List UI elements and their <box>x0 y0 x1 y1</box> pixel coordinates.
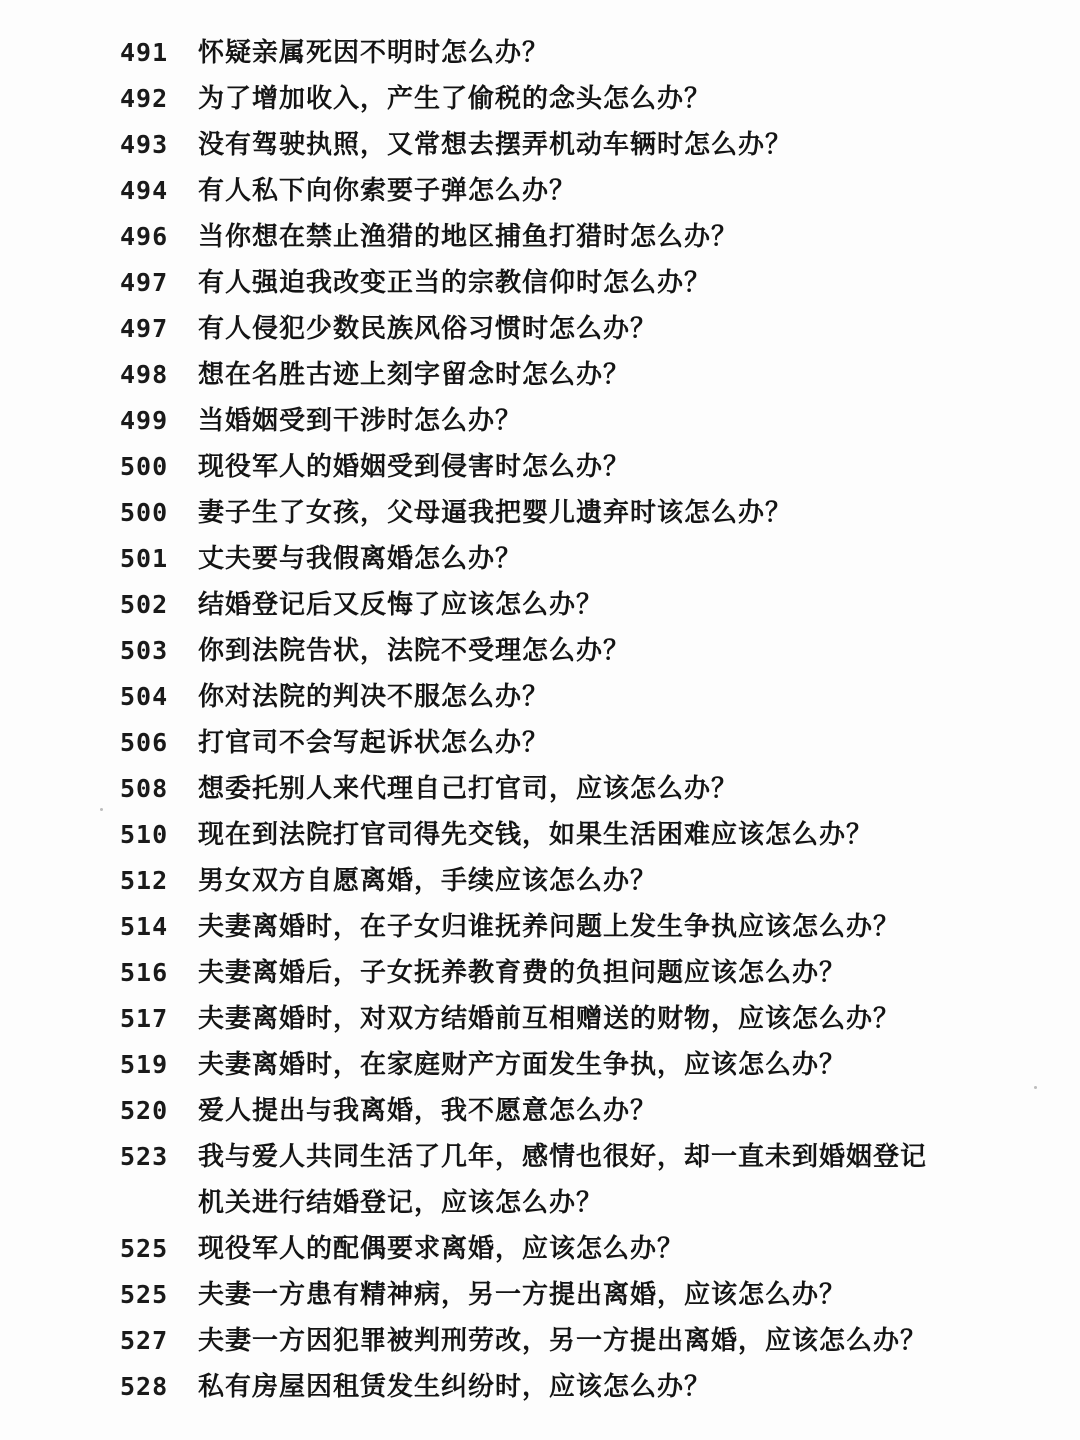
toc-entry-title: 怀疑亲属死因不明时怎么办？ <box>198 38 550 68</box>
toc-entry <box>120 260 1040 306</box>
toc-page-number: 510 <box>120 820 169 849</box>
toc-entry <box>120 1134 1040 1226</box>
toc-entry-title: 打官司不会写起诉状怎么办？ <box>198 728 550 758</box>
toc-entry-title: 爱人提出与我离婚，我不愿意怎么办？ <box>198 1096 658 1126</box>
toc-entry-title: 现在到法院打官司得先交钱，如果生活困难应该怎么办？ <box>198 820 874 850</box>
toc-entry <box>120 536 1040 582</box>
toc-page-number: 520 <box>120 1096 169 1125</box>
toc-entry-title: 夫妻离婚时，在家庭财产方面发生争执，应该怎么办？ <box>198 1050 847 1080</box>
toc-entry <box>120 1364 1040 1410</box>
toc-page-number: 493 <box>120 130 169 159</box>
toc-page-number: 516 <box>120 958 169 987</box>
toc-entry <box>120 858 1040 904</box>
toc-page-number: 500 <box>120 498 169 527</box>
scan-speck <box>100 808 103 811</box>
toc-entry-title: 夫妻离婚时，在子女归谁抚养问题上发生争执应该怎么办？ <box>198 912 901 942</box>
toc-entry <box>120 812 1040 858</box>
toc-entry <box>120 398 1040 444</box>
toc-entry <box>120 1088 1040 1134</box>
toc-entry <box>120 1272 1040 1318</box>
toc-page-number: 512 <box>120 866 169 895</box>
toc-entry-title: 现役军人的配偶要求离婚，应该怎么办？ <box>198 1234 685 1264</box>
toc-entry-title: 结婚登记后又反悔了应该怎么办？ <box>198 590 604 620</box>
scan-speck <box>1034 1086 1037 1089</box>
toc-page-number: 500 <box>120 452 169 481</box>
toc-entry-title: 有人私下向你索要子弹怎么办？ <box>198 176 577 206</box>
toc-entry-title: 想在名胜古迹上刻字留念时怎么办？ <box>198 360 631 390</box>
toc-entry <box>120 30 1040 76</box>
toc-entry <box>120 490 1040 536</box>
toc-page-number: 506 <box>120 728 169 757</box>
toc-entry-title: 男女双方自愿离婚，手续应该怎么办？ <box>198 866 658 896</box>
toc-entry <box>120 168 1040 214</box>
toc-page-number: 494 <box>120 176 169 205</box>
toc-page-number: 504 <box>120 682 169 711</box>
toc-entry <box>120 674 1040 720</box>
toc-entry <box>120 628 1040 674</box>
toc-page-number: 499 <box>120 406 169 435</box>
toc-entry-title: 为了增加收入，产生了偷税的念头怎么办？ <box>198 84 712 114</box>
toc-page-number: 525 <box>120 1234 169 1263</box>
toc-entry-title: 有人侵犯少数民族风俗习惯时怎么办？ <box>198 314 658 344</box>
toc-page-number: 501 <box>120 544 169 573</box>
toc-entry-title: 当你想在禁止渔猎的地区捕鱼打猎时怎么办？ <box>198 222 739 252</box>
table-of-contents <box>120 30 1040 1410</box>
toc-entry-title: 你对法院的判决不服怎么办？ <box>198 682 550 712</box>
toc-entry-title: 夫妻离婚时，对双方结婚前互相赠送的财物，应该怎么办？ <box>198 1004 901 1034</box>
toc-entry-title: 现役军人的婚姻受到侵害时怎么办？ <box>198 452 631 482</box>
toc-entry <box>120 1318 1040 1364</box>
toc-entry <box>120 214 1040 260</box>
toc-entry <box>120 352 1040 398</box>
toc-page-number: 498 <box>120 360 169 389</box>
toc-entry <box>120 720 1040 766</box>
toc-entry <box>120 582 1040 628</box>
toc-entry <box>120 766 1040 812</box>
toc-entry <box>120 444 1040 490</box>
toc-entry-title: 你到法院告状，法院不受理怎么办？ <box>198 636 631 666</box>
toc-entry-title: 夫妻离婚后，子女抚养教育费的负担问题应该怎么办？ <box>198 958 847 988</box>
toc-entry-title: 有人强迫我改变正当的宗教信仰时怎么办？ <box>198 268 712 298</box>
toc-page-number: 514 <box>120 912 169 941</box>
toc-page-number: 528 <box>120 1372 169 1401</box>
toc-entry-title: 想委托别人来代理自己打官司，应该怎么办？ <box>198 774 739 804</box>
toc-page-number: 492 <box>120 84 169 113</box>
toc-entry <box>120 76 1040 122</box>
toc-entry <box>120 306 1040 352</box>
toc-entry-title: 夫妻一方患有精神病，另一方提出离婚，应该怎么办？ <box>198 1280 847 1310</box>
toc-page-number: 508 <box>120 774 169 803</box>
toc-entry <box>120 1226 1040 1272</box>
toc-page-number: 497 <box>120 268 169 297</box>
toc-entry-title: 妻子生了女孩，父母逼我把婴儿遗弃时该怎么办？ <box>198 498 793 528</box>
toc-entry <box>120 996 1040 1042</box>
toc-page-number: 502 <box>120 590 169 619</box>
toc-entry-title: 夫妻一方因犯罪被判刑劳改，另一方提出离婚，应该怎么办？ <box>198 1326 928 1356</box>
toc-entry-title: 没有驾驶执照，又常想去摆弄机动车辆时怎么办？ <box>198 130 793 160</box>
toc-page-number: 491 <box>120 38 169 67</box>
toc-page-number: 525 <box>120 1280 169 1309</box>
toc-page-number: 497 <box>120 314 169 343</box>
toc-entry-title: 我与爱人共同生活了几年，感情也很好，却一直未到婚姻登记 机关进行结婚登记，应该怎么办？ <box>198 1142 928 1218</box>
toc-page-number: 523 <box>120 1142 169 1171</box>
toc-page-number: 503 <box>120 636 169 665</box>
toc-entry <box>120 1042 1040 1088</box>
toc-entry-title: 丈夫要与我假离婚怎么办？ <box>198 544 523 574</box>
toc-entry <box>120 950 1040 996</box>
toc-page-number: 517 <box>120 1004 169 1033</box>
toc-entry <box>120 122 1040 168</box>
toc-entry-title: 私有房屋因租赁发生纠纷时，应该怎么办？ <box>198 1372 712 1402</box>
toc-page-number: 519 <box>120 1050 169 1079</box>
toc-page-number: 527 <box>120 1326 169 1355</box>
toc-entry <box>120 904 1040 950</box>
toc-entry-title: 当婚姻受到干涉时怎么办？ <box>198 406 523 436</box>
toc-page-number: 496 <box>120 222 169 251</box>
